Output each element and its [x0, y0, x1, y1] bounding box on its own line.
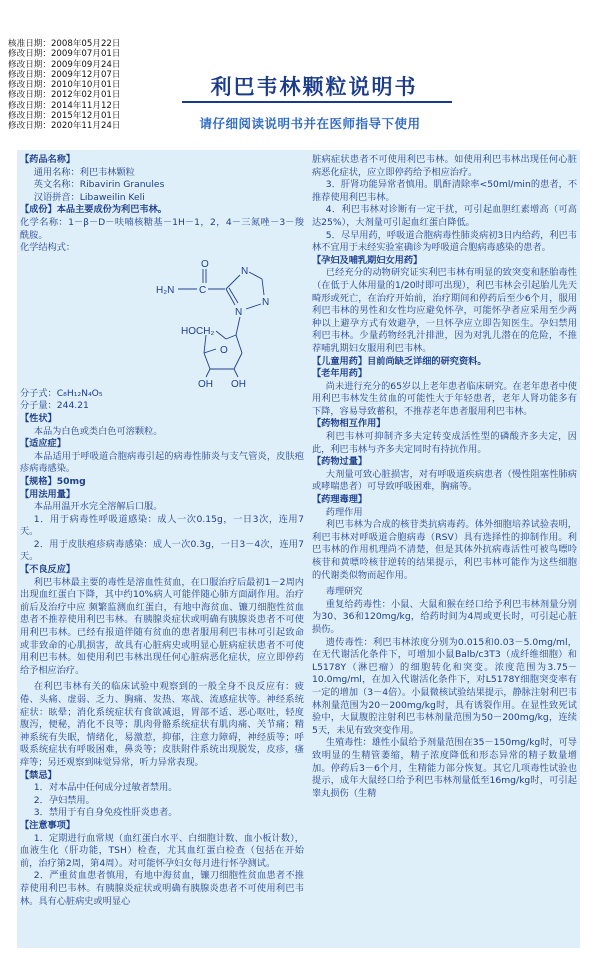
section-heading: 【不良反应】: [20, 564, 76, 576]
left-column-body: [20, 388, 304, 908]
paragraph: 化学结构式：: [20, 242, 76, 254]
atom-c: C: [199, 284, 207, 296]
revision-date-row: 修改日期：2010年10月01日: [8, 80, 121, 91]
paragraph: 在利巴韦林有关的临床试验中观察到的一般全身不良反应有：疲倦、头痛、虚弱、乏力、胸痛、发热、寒战、流感症状等。神经系统症状：眩晕；消化系统症状有食欲减退，胃部不适、恶心呕吐，轻度腹泻，便秘，消化不良等；肌肉骨骼系统症状有肌肉痛、关节痛；精神系统有失眠，情绪化，易激惹，抑郁，注意力障碍，神经质等；呼吸系统症状有呼吸困难，鼻炎等；皮肤附件系统出现脱发，皮疹，瘙痒等；另还观察到味觉异常，听力异常表现。: [20, 681, 304, 768]
paragraph: 5．尽早用药，呼吸道合胞病毒性肺炎病初3日内给药，利巴韦林不宜用于未经实验室确诊为呼吸道合胞病毒感染的患者。: [312, 229, 577, 254]
atom-o-ring: O: [220, 344, 228, 356]
revision-date-row: 修改日期：2014年11月12日: [8, 100, 121, 111]
section-heading: 【孕妇及哺乳期妇女用药】: [312, 254, 423, 266]
revision-date-row: 修改日期：2012年02月01日: [8, 90, 121, 101]
revision-date-row: 修改日期：2009年12月07日: [8, 69, 121, 80]
paragraph: 4．利巴韦林对诊断有一定干扰，可引起血胆红素增高（可高达25%），大剂量可引起血红蛋白降低。: [312, 204, 577, 228]
paragraph: 分子式：C₈H₁₂N₄O₅: [20, 387, 103, 399]
section-heading: 【药品名称】: [20, 154, 76, 165]
atom-n-bottom: N: [235, 306, 243, 318]
paragraph: 本品适用于呼吸道合胞病毒引起的病毒性肺炎与支气管炎，皮肤疱疹病毒感染。: [20, 450, 304, 475]
paragraph: 汉语拼音：Libaweilin Keli: [33, 191, 145, 203]
paragraph: 利巴韦林为合成的核苷类抗病毒药。体外细胞培养试验表明，利巴韦林对呼吸道合胞病毒（RSV）具有选择性的抑制作用。利巴韦林的作用机理尚不清楚，但是其体外抗病毒活性可被鸟嘌呤核苷和黄嘌呤核苷逆转的结果提示，利巴韦林可能作为这些细胞的代谢类似物而起作用。: [312, 519, 577, 581]
section-heading: 【适应症】: [20, 438, 66, 450]
paragraph: 已经充分的动物研究证实利巴韦林有明显的致突变和胚胎毒性（在低于人体用量的1/20时即可出现），利巴韦林会引起胎儿先天畸形或死亡，在治疗开始前，治疗期间和停药后至少6个月，服用利巴韦林的男性和女性均应避免怀孕，可能怀孕者应采用至少两种以上避孕方式有效避孕，一旦怀孕应立即告知医生。孕妇禁用利巴韦林。少量药物经乳汁排泄，因为对乳儿潜在的危险，不推荐哺乳期妇女服用利巴韦林。: [312, 267, 577, 354]
section-heading: 【儿童用药】目前尚缺乏详细的研究资料。: [312, 355, 487, 367]
paragraph: 2．严重贫血患者慎用，有地中海贫血，镰刀细胞性贫血患者不推荐使用利巴韦林。有胰腺炎症状或明确有胰腺炎患者不可使用利巴韦林。具有心脏病史或明显心: [20, 870, 304, 907]
paragraph: 利巴韦林最主要的毒性是溶血性贫血，在口服治疗后最初1－2周内出现血红蛋白下降，其中约10%病人可能伴随心肺方面副作用。治疗前后及治疗中应 频繁监测血红蛋白，有地中海贫血、镰刀细胞性贫血患者不推荐使用利巴韦林。有胰腺炎症状或明确有胰腺炎患者不可使用利巴韦林。已经有报道伴随有贫血的患者服用利巴韦林可引起致命或非致命的心肌损害，故具有心脏病史或明显心脏病症状患者不可使用利巴韦林。如使用利巴韦林出现任何心脏病恶化症状，应立即停药给予相应治疗。: [20, 576, 304, 676]
atom-o-carbonyl: O: [201, 258, 209, 270]
paragraph: 1．用于病毒性呼吸道感染：成人一次0.15g，一日3次，连用7天。: [20, 513, 304, 538]
paragraph: 2．用于皮肤疱疹病毒感染：成人一次0.3g，一日3－4次，连用7天。: [20, 538, 304, 563]
paragraph: 1．对本品中任何成分过敏者禁用。: [33, 782, 178, 794]
page-title: 利巴韦林颗粒说明书: [210, 75, 418, 99]
section-heading: 【老年用药】: [312, 368, 368, 380]
paragraph: 3．禁用于有自身免疫性肝炎患者。: [33, 807, 178, 819]
chemical-structure: [20, 257, 304, 388]
section-heading: 【用法用量】: [20, 488, 76, 500]
paragraph: 利巴韦林可抑制齐多夫定转变成活性型的磷酸齐多夫定，因此，利巴韦林与齐多夫定同时有持抗作用。: [312, 431, 577, 455]
paragraph: 分子量：244.21: [20, 400, 89, 412]
left-column: [20, 154, 304, 908]
paragraph: 1．定期进行血常规（血红蛋白水平、白细胞计数、血小板计数），血液生化（肝功能，TSH）检查，尤其血红蛋白检查（包括在开始前，治疗第2周，第4周）。对可能怀孕妇女每月进行怀孕测试。: [20, 832, 304, 869]
section-heading: 【规格】50mg: [20, 475, 86, 487]
revision-date-row: 核准日期：2008年05月22日: [8, 39, 121, 49]
paragraph: 本品用温开水完全溶解后口服。: [33, 501, 163, 513]
paragraph: 本品为白色或类白色可溶颗粒。: [33, 425, 163, 437]
paragraph: 英文名称：Ribavirin Granules: [33, 179, 165, 191]
right-column: [312, 154, 577, 800]
atom-n-right: N: [262, 296, 270, 308]
page-subtitle: 请仔细阅读说明书并在医师指导下使用: [199, 116, 421, 131]
title-underline: [182, 101, 452, 103]
revision-date-row: 修改日期：2009年07月01日: [8, 49, 121, 60]
section-heading: 【成份】本品主要成份为利巴韦林。: [20, 204, 167, 216]
paragraph: 尚未进行充分的65岁以上老年患者临床研究。在老年患者中使用利巴韦林发生贫血的可能性大于年轻患者，老年人肾功能多有下降，容易导致蓄积，不推荐老年患者服用利巴韦林。: [312, 380, 577, 417]
atom-h2n: H₂N: [156, 284, 175, 296]
section-heading: 【性状】: [20, 412, 57, 424]
section-heading: 【药理毒理】: [312, 494, 368, 506]
paragraph: 毒理研究: [325, 586, 363, 598]
paragraph: 通用名称：利巴韦林颗粒: [33, 166, 135, 178]
section-heading: 【药物过量】: [312, 456, 368, 468]
paragraph: 重复给药毒性：小鼠、大鼠和猴在经口给予利巴韦林剂量分别为30、36和120mg/kg，给药时间为4周或更长时，可引起心脏损伤。: [312, 598, 577, 635]
paragraph: 3．肝肾功能异常者慎用。肌酐清除率<50ml/min的患者，不推荐使用利巴韦林。: [312, 179, 577, 203]
atom-n-top: N: [241, 265, 249, 277]
paragraph: 药理作用: [325, 506, 363, 518]
section-heading: 【药物相互作用】: [312, 418, 386, 430]
paragraph: 脏病症状患者不可使用利巴韦林。如使用利巴韦林出现任何心脏病恶化症状，应立即停药给予相应治疗。: [312, 154, 577, 178]
chemical-structure-drawing: [20, 257, 304, 388]
section-heading: 【禁忌】: [20, 769, 57, 781]
section-heading: 【注意事项】: [20, 819, 76, 831]
atom-oh-right: OH: [231, 378, 246, 388]
paragraph: 遗传毒性：利巴韦林浓度分别为0.015和0.03－5.0mg/ml，在无代谢活化条件下，可增加小鼠Balb/c3T3（成纤维细胞）和L5178Y（淋巴瘤）的细胞转化和突变。浓度范围为3.75－10.0mg/ml，在加入代谢活化条件下，对L5178Y细胞突变率有一定的增加（3－4倍）。小鼠微核试验结果提示，静脉注射利巴韦林剂量范围为20－200mg/kg时，具有诱裂作用。在显性致死试验中，大鼠腹腔注射利巴韦林剂量范围为50－200mg/kg，连续5天，未见有致突变作用。: [312, 636, 577, 736]
revision-date-row: 修改日期：2020年11月24日: [8, 121, 121, 132]
left-column-top: [20, 154, 304, 255]
paragraph: 生殖毒性：雄性小鼠给予剂量范围在35－150mg/kg时，可导致明显的生精管萎缩，精子浓度降低和形态异常的精子数量增加。停药后3－6个月，生精能力部分恢复。其它几项毒性试验也提示，成年大鼠经口给予利巴韦林剂量低至16mg/kg时，可引起睾丸损伤（生精: [312, 737, 577, 799]
atom-oh-left: OH: [198, 378, 213, 388]
revision-date-row: 修改日期：2009年09月24日: [8, 59, 121, 70]
paragraph: 化学名称：1－β－D－呋喃核糖基－1H－1，2，4－三氮唑－3－羧酰胺。: [20, 216, 304, 241]
revision-date-row: 修改日期：2015年12月01日: [8, 111, 121, 122]
atom-hoch2: HOCH₂: [181, 325, 215, 337]
paragraph: 2．孕妇禁用。: [33, 794, 95, 806]
paragraph: 大剂量可致心脏损害，对有呼吸道疾病患者（慢性阻塞性肺病或哮喘患者）可导致呼吸困难，胸痛等。: [312, 468, 577, 493]
